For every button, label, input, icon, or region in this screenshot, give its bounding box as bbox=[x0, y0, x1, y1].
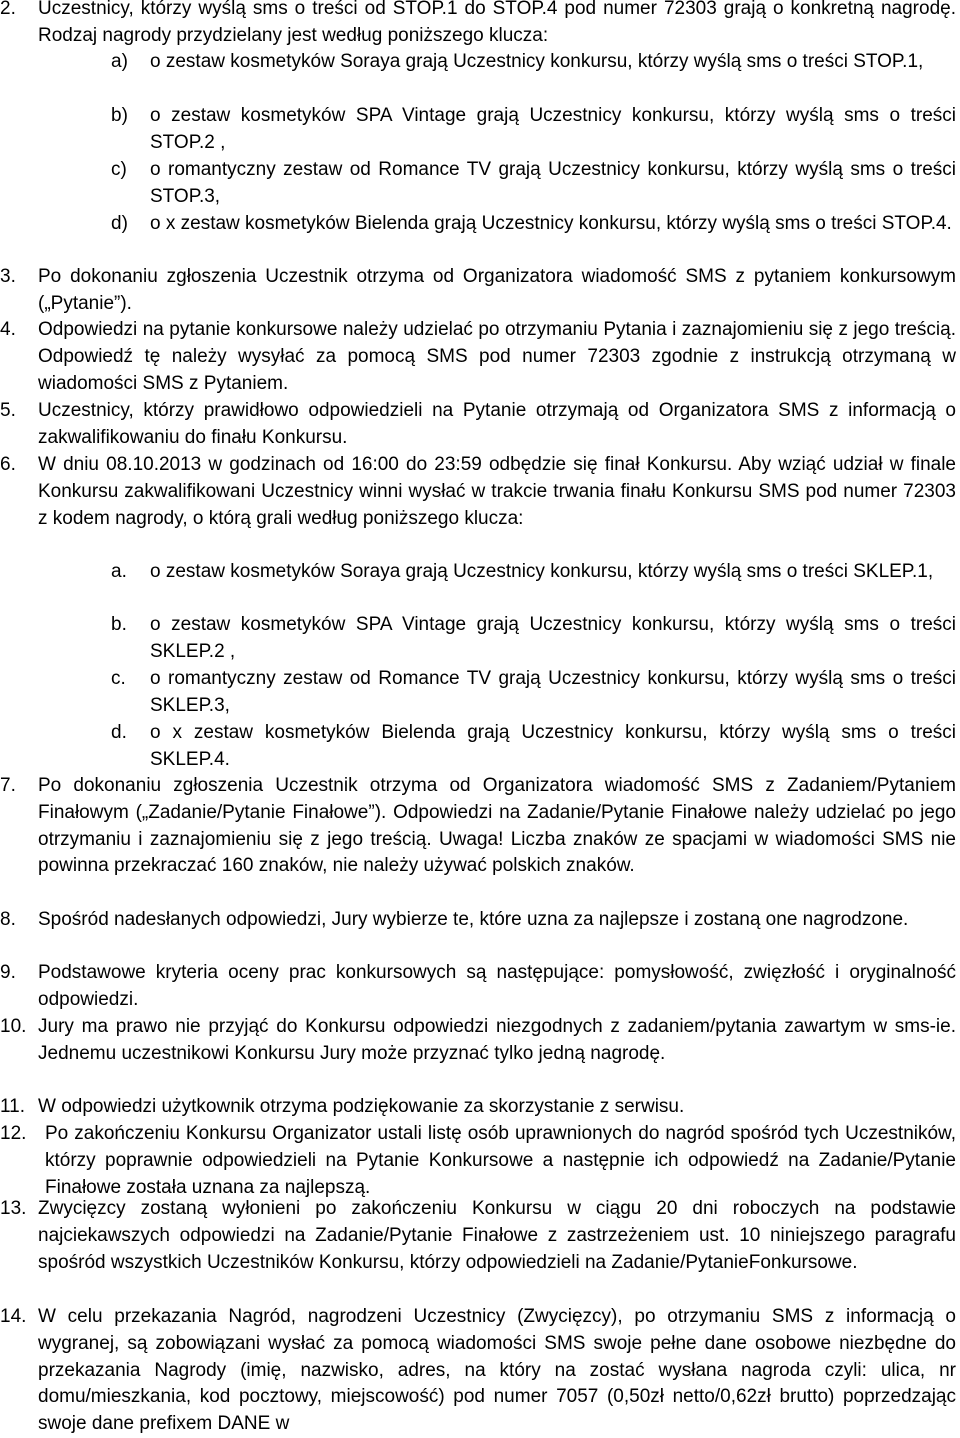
item-text: Uczestnicy, którzy prawidłowo odpowiedzieli na Pytanie otrzymają od Organizatora SMS z informacją o zakwalifikowaniu do finału Konkursu. bbox=[38, 400, 956, 448]
item-number: 2. bbox=[0, 0, 16, 19]
item-text: Po dokonaniu zgłoszenia Uczestnik otrzyma od Organizatora wiadomość SMS z Zadaniem/Pytaniem Finałowym („Zadanie/Pytanie Finałowe”). Odpowiedzi na Zadanie/Pytanie Finałowe należy udzielać po jego otrzymaniu i zaznajomieniu się z jego treścią. Uwaga! Liczba znaków ze spacjami w wiadomości SMS nie powinna przekraczać 160 znaków, nie należy używać polskich znaków. bbox=[38, 775, 956, 877]
subitem-text: o zestaw kosmetyków Soraya grają Uczestnicy konkursu, którzy wyślą sms o treści STOP.1, bbox=[150, 51, 924, 72]
item-number: 13. bbox=[0, 1198, 27, 1219]
item-number: 3. bbox=[0, 266, 16, 287]
subitem-text: o x zestaw kosmetyków Bielenda grają Uczestnicy konkursu, którzy wyślą sms o treści SKLEP.4. bbox=[150, 722, 956, 770]
item-number: 9. bbox=[0, 962, 16, 983]
subitem-text: o zestaw kosmetyków SPA Vintage grają Uczestnicy konkursu, którzy wyślą sms o treści SKLEP.2 , bbox=[150, 614, 956, 662]
item-number: 10. bbox=[0, 1016, 27, 1037]
item-text: Po dokonaniu zgłoszenia Uczestnik otrzyma od Organizatora wiadomość SMS z pytaniem konkursowym („Pytanie”). bbox=[38, 266, 956, 314]
subitem-number: c) bbox=[111, 159, 127, 180]
item-text: Odpowiedzi na pytanie konkursowe należy udzielać po otrzymaniu Pytania i zaznajomieniu się z jego treścią. Odpowiedź tę należy wysyłać za pomocą SMS pod numer 72303 zgodnie z instrukcją otrzymaną w wiadomości SMS z Pytaniem. bbox=[38, 319, 956, 394]
item-number: 12. bbox=[0, 1123, 27, 1144]
item-text: W odpowiedzi użytkownik otrzyma podziękowanie za skorzystanie z serwisu. bbox=[38, 1096, 685, 1117]
subitem-number: b) bbox=[111, 105, 128, 126]
subitem-text: o romantyczny zestaw od Romance TV grają Uczestnicy konkursu, którzy wyślą sms o treści SKLEP.3, bbox=[150, 668, 956, 716]
item-number: 8. bbox=[0, 909, 16, 930]
item-text: Zwycięzcy zostaną wyłonieni po zakończeniu Konkursu w ciągu 20 dni roboczych na podstawie najciekawszych odpowiedzi na Zadanie/Pytanie Finałowe z zastrzeżeniem ust. 10 niniejszego paragrafu spośród wszystkich Uczestników Konkursu, którzy odpowiedzieli na Zadanie/PytanieFonkursowe. bbox=[38, 1198, 956, 1273]
item-text: Jury ma prawo nie przyjąć do Konkursu odpowiedzi niezgodnych z zadaniem/pytania zawartym w sms-ie. Jednemu uczestnikowi Konkursu Jury może przyznać tylko jedną nagrodę. bbox=[38, 1016, 956, 1064]
item-number: 7. bbox=[0, 775, 16, 796]
subitem-text: o x zestaw kosmetyków Bielenda grają Uczestnicy konkursu, którzy wyślą sms o treści STOP.4. bbox=[150, 213, 952, 234]
subitem-number: a. bbox=[111, 561, 127, 582]
subitem-number: d) bbox=[111, 213, 128, 234]
subitem-number: b. bbox=[111, 614, 127, 635]
item-text: Spośród nadesłanych odpowiedzi, Jury wybierze te, które uzna za najlepsze i zostaną one nagrodzone. bbox=[38, 909, 909, 930]
subitem-number: c. bbox=[111, 668, 126, 689]
item-number: 11. bbox=[0, 1096, 26, 1117]
item-number: 6. bbox=[0, 454, 16, 475]
subitem-number: d. bbox=[111, 722, 127, 743]
item-text: W celu przekazania Nagród, nagrodzeni Uczestnicy (Zwycięzcy), po otrzymaniu SMS z informacją o wygranej, są zobowiązani wysłać za pomocą wiadomości SMS swoje pełne dane osobowe niezbędne do przekazania Nagrody (imię, nazwisko, adres, na który na zostać wysłana nagroda czyli: ulica, nr domu/mieszkania, kod pocztowy, miejscowość) pod numer 7057 (0,50zł netto/0,62zł brutto) poprzedzając swoje dane prefixem DANE w bbox=[38, 1306, 956, 1435]
item-number: 5. bbox=[0, 400, 16, 421]
subitem-text: o zestaw kosmetyków SPA Vintage grają Uczestnicy konkursu, którzy wyślą sms o treści STOP.2 , bbox=[150, 105, 956, 153]
item-number: 14. bbox=[0, 1306, 27, 1327]
subitem-text: o romantyczny zestaw od Romance TV grają Uczestnicy konkursu, którzy wyślą sms o treści STOP.3, bbox=[150, 159, 956, 207]
item-number: 4. bbox=[0, 319, 16, 340]
item-text: Po zakończeniu Konkursu Organizator ustali listę osób uprawnionych do nagród spośród tych Uczestników, którzy poprawnie odpowiedzieli na Pytanie Konkursowe a następnie ich odpowiedź na Zadanie/Pytanie Finałowe została uznana za najlepszą. bbox=[45, 1123, 956, 1198]
subitem-text: o zestaw kosmetyków Soraya grają Uczestnicy konkursu, którzy wyślą sms o treści SKLEP.1, bbox=[150, 561, 934, 582]
subitem-number: a) bbox=[111, 51, 128, 72]
item-text: Podstawowe kryteria oceny prac konkursowych są następujące: pomysłowość, zwięzłość i oryginalność odpowiedzi. bbox=[38, 962, 956, 1010]
item-text: W dniu 08.10.2013 w godzinach od 16:00 do 23:59 odbędzie się finał Konkursu. Aby wziąć udział w finale Konkursu zakwalifikowani Uczestnicy winni wysłać w trakcie trwania finału Konkursu SMS pod numer 72303 z kodem nagrody, o którą grali według poniższego klucza: bbox=[38, 454, 956, 529]
item-text: Uczestnicy, którzy wyślą sms o treści od STOP.1 do STOP.4 pod numer 72303 grają o konkretną nagrodę. Rodzaj nagrody przydzielany jest według poniższego klucza: bbox=[38, 0, 956, 46]
